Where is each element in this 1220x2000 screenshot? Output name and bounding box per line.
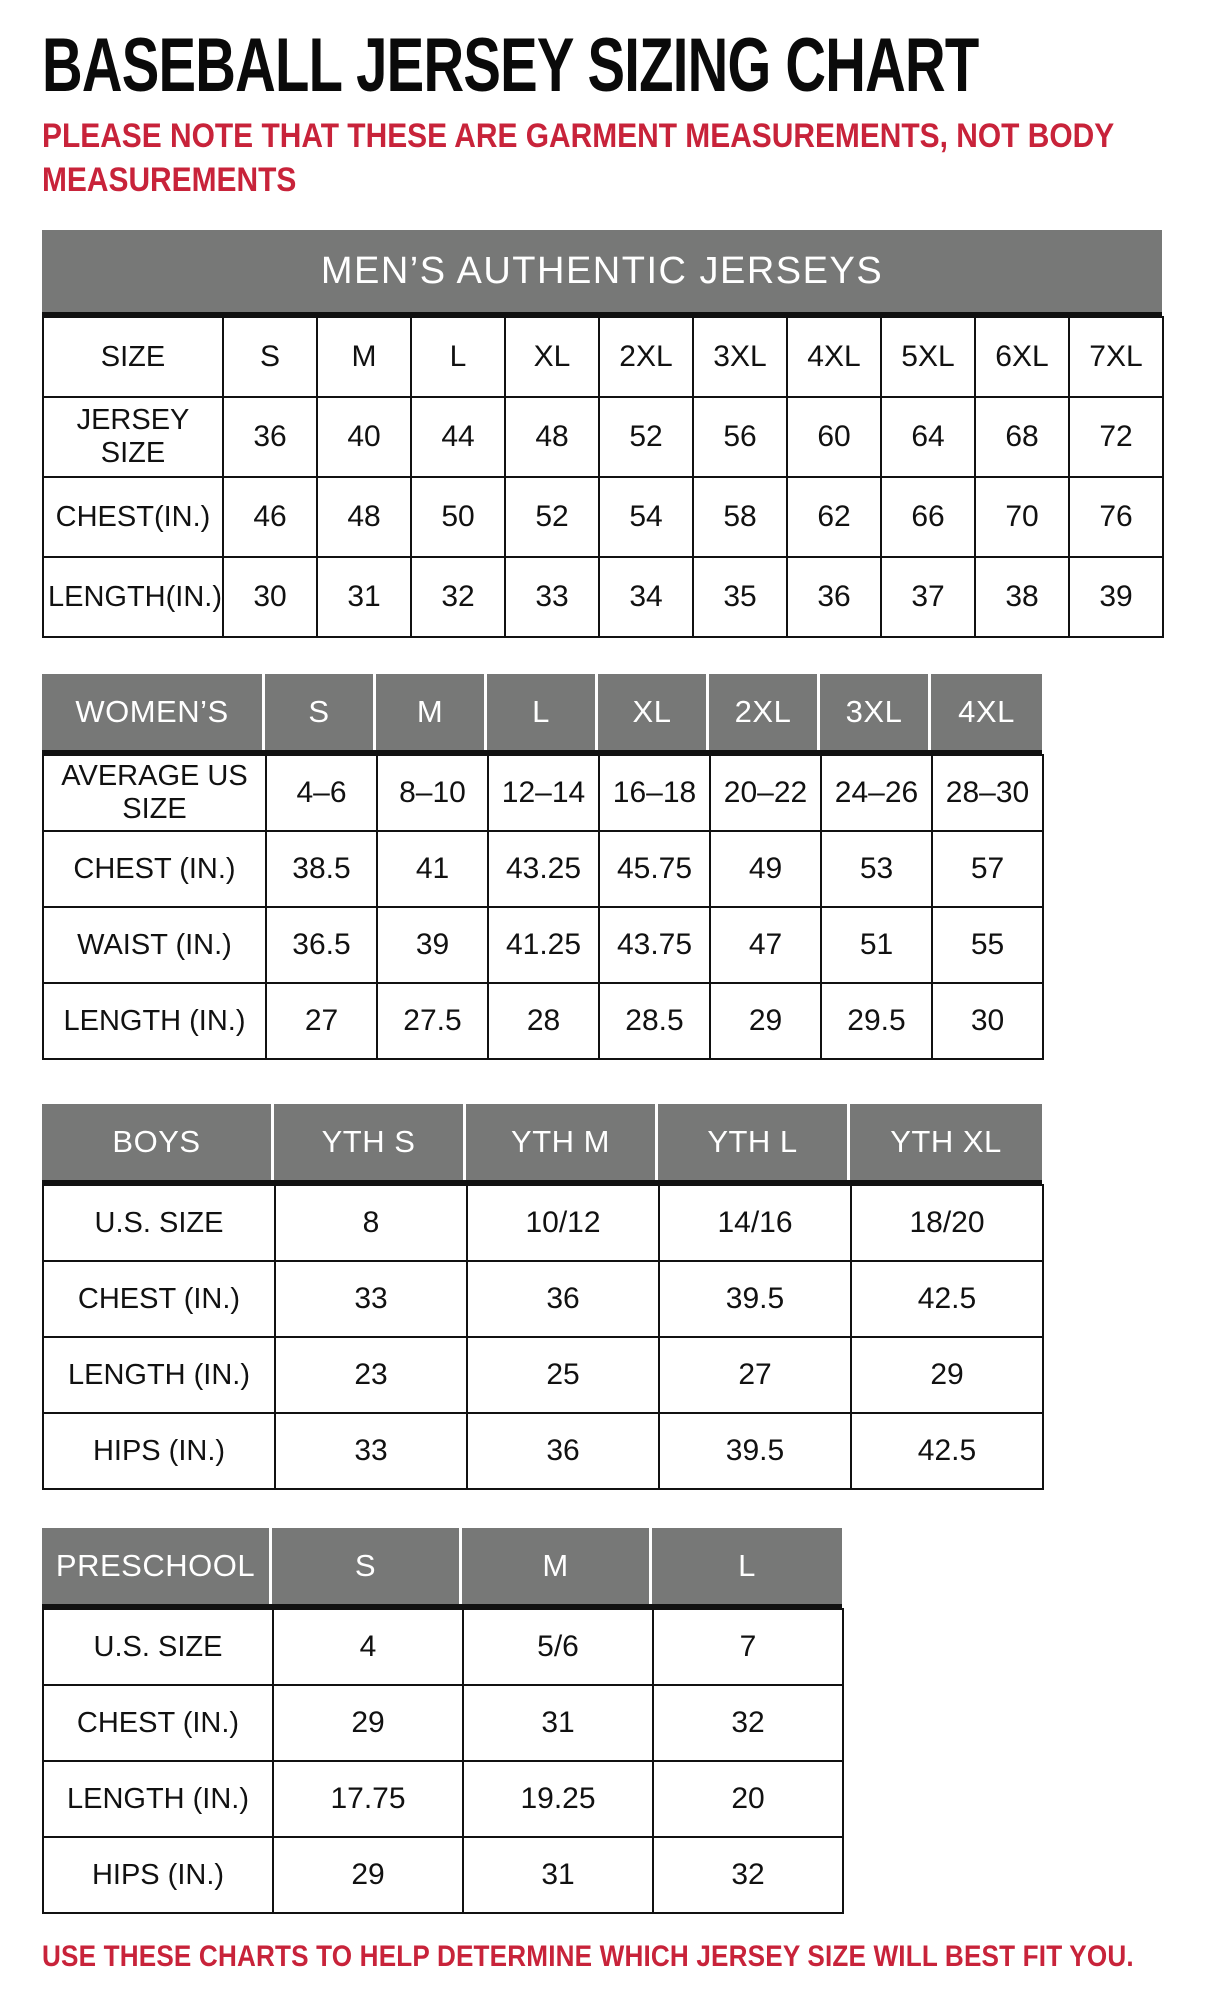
boys-table-body [42,1184,1044,1490]
mens-authentic-jerseys-table [42,230,1162,638]
cell: 72 [1069,397,1163,477]
cell: L [411,317,505,397]
cell: 52 [599,397,693,477]
cell: 70 [975,477,1069,557]
cell: 19.25 [463,1761,653,1837]
womens-table [42,674,1042,1060]
cell: 64 [881,397,975,477]
cell: 34 [599,557,693,637]
page-title: BASEBALL JERSEY SIZING CHART [42,23,979,108]
table-row-chest [43,831,1043,907]
cell: 17.75 [273,1761,463,1837]
garment-measurements-note [42,114,1115,202]
cell: 35 [693,557,787,637]
row-label: LENGTH (IN.) [43,1337,275,1413]
cell: 29.5 [821,983,932,1059]
cell: 16–18 [599,755,710,831]
column-header: L [652,1528,842,1604]
table-row-jersey-size [43,397,1163,477]
cell: 25 [467,1337,659,1413]
cell: 42.5 [851,1261,1043,1337]
cell: 33 [505,557,599,637]
column-header: YTH M [466,1104,658,1180]
cell: 28.5 [599,983,710,1059]
cell: 48 [505,397,599,477]
table-row-length [43,1337,1043,1413]
row-label: CHEST (IN.) [43,1685,273,1761]
cell: 60 [787,397,881,477]
row-label: WAIST (IN.) [43,907,266,983]
fit-advice-footer: USE THESE CHARTS TO HELP DETERMINE WHICH JERSEY SIZE WILL BEST FIT YOU. [42,1940,1134,1974]
cell: 56 [693,397,787,477]
column-header: S [265,674,376,750]
cell: 5/6 [463,1609,653,1685]
table-row-chest [43,477,1163,557]
boys-table [42,1104,1042,1490]
cell: 30 [932,983,1043,1059]
cell: XL [505,317,599,397]
cell: 31 [463,1685,653,1761]
cell: 33 [275,1413,467,1489]
row-label: U.S. SIZE [43,1609,273,1685]
cell: 41.25 [488,907,599,983]
cell: 38.5 [266,831,377,907]
cell: 2XL [599,317,693,397]
row-label: CHEST(IN.) [43,477,223,557]
cell: 50 [411,477,505,557]
cell: 36.5 [266,907,377,983]
column-header: YTH XL [850,1104,1042,1180]
cell: 41 [377,831,488,907]
cell: 58 [693,477,787,557]
womens-table-body [42,754,1044,1060]
cell: 42.5 [851,1413,1043,1489]
cell: 31 [317,557,411,637]
cell: 31 [463,1837,653,1913]
column-header: 4XL [931,674,1042,750]
cell: 32 [653,1685,843,1761]
table-row-us-size [43,1609,843,1685]
cell: 18/20 [851,1185,1043,1261]
cell: M [317,317,411,397]
cell: 3XL [693,317,787,397]
cell: 46 [223,477,317,557]
table-row-length [43,1761,843,1837]
mens-table-banner [42,230,1162,316]
cell: 39.5 [659,1261,851,1337]
cell: 36 [223,397,317,477]
cell: 29 [710,983,821,1059]
cell: 27 [659,1337,851,1413]
preschool-table [42,1528,842,1914]
cell: 51 [821,907,932,983]
cell: 36 [467,1413,659,1489]
cell: 29 [273,1837,463,1913]
cell: 54 [599,477,693,557]
preschool-table-header [42,1528,842,1608]
table-row-waist [43,907,1043,983]
cell: 29 [851,1337,1043,1413]
cell: 45.75 [599,831,710,907]
cell: 36 [467,1261,659,1337]
preschool-header-label: PRESCHOOL [42,1528,272,1604]
cell: 37 [881,557,975,637]
column-header: 2XL [709,674,820,750]
row-label: JERSEY SIZE [43,397,223,477]
cell: 24–26 [821,755,932,831]
row-label: LENGTH (IN.) [43,983,266,1059]
column-header: M [376,674,487,750]
note-line-1: PLEASE NOTE THAT THESE ARE GARMENT MEASUREMENTS, NOT BODY [42,117,1115,155]
cell: 20 [653,1761,843,1837]
cell: 10/12 [467,1185,659,1261]
boys-table-header [42,1104,1042,1184]
cell: 43.75 [599,907,710,983]
row-label: LENGTH (IN.) [43,1761,273,1837]
cell: 47 [710,907,821,983]
column-header: YTH S [274,1104,466,1180]
cell: 28–30 [932,755,1043,831]
cell: 30 [223,557,317,637]
boys-header-label: BOYS [42,1104,274,1180]
column-header: L [487,674,598,750]
cell: 32 [653,1837,843,1913]
cell: 39.5 [659,1413,851,1489]
table-row-chest [43,1261,1043,1337]
cell: 8–10 [377,755,488,831]
cell: 27.5 [377,983,488,1059]
table-row-average-us-size [43,755,1043,831]
cell: 52 [505,477,599,557]
cell: 66 [881,477,975,557]
row-label: AVERAGE US SIZE [43,755,266,831]
cell: 7 [653,1609,843,1685]
womens-table-header [42,674,1042,754]
row-label: CHEST (IN.) [43,831,266,907]
cell: 48 [317,477,411,557]
cell: 28 [488,983,599,1059]
preschool-table-body [42,1608,844,1914]
womens-header-label: WOMEN’S [42,674,265,750]
cell: 57 [932,831,1043,907]
cell: 36 [787,557,881,637]
cell: 33 [275,1261,467,1337]
cell: 55 [932,907,1043,983]
cell: 62 [787,477,881,557]
table-row-hips [43,1837,843,1913]
cell: 29 [273,1685,463,1761]
cell: 43.25 [488,831,599,907]
column-header: XL [598,674,709,750]
column-header: 3XL [820,674,931,750]
cell: 7XL [1069,317,1163,397]
table-row-length [43,557,1163,637]
row-label: HIPS (IN.) [43,1413,275,1489]
row-label: SIZE [43,317,223,397]
cell: 4–6 [266,755,377,831]
cell: 76 [1069,477,1163,557]
table-row-us-size [43,1185,1043,1261]
cell: 68 [975,397,1069,477]
cell: S [223,317,317,397]
column-header: YTH L [658,1104,850,1180]
column-header: M [462,1528,652,1604]
cell: 4 [273,1609,463,1685]
table-row-chest [43,1685,843,1761]
row-label: HIPS (IN.) [43,1837,273,1913]
note-line-2: MEASUREMENTS [42,161,297,200]
cell: 32 [411,557,505,637]
row-label: LENGTH(IN.) [43,557,223,637]
cell: 27 [266,983,377,1059]
table-row-size [43,317,1163,397]
cell: 53 [821,831,932,907]
cell: 6XL [975,317,1069,397]
cell: 38 [975,557,1069,637]
cell: 44 [411,397,505,477]
table-row-hips [43,1413,1043,1489]
cell: 20–22 [710,755,821,831]
mens-banner-label: MEN’S AUTHENTIC JERSEYS [42,230,1162,312]
cell: 14/16 [659,1185,851,1261]
cell: 40 [317,397,411,477]
cell: 49 [710,831,821,907]
cell: 23 [275,1337,467,1413]
cell: 5XL [881,317,975,397]
cell: 8 [275,1185,467,1261]
cell: 12–14 [488,755,599,831]
cell: 39 [1069,557,1163,637]
row-label: U.S. SIZE [43,1185,275,1261]
cell: 39 [377,907,488,983]
cell: 4XL [787,317,881,397]
table-row-length [43,983,1043,1059]
column-header: S [272,1528,462,1604]
row-label: CHEST (IN.) [43,1261,275,1337]
mens-table-body [42,316,1164,638]
